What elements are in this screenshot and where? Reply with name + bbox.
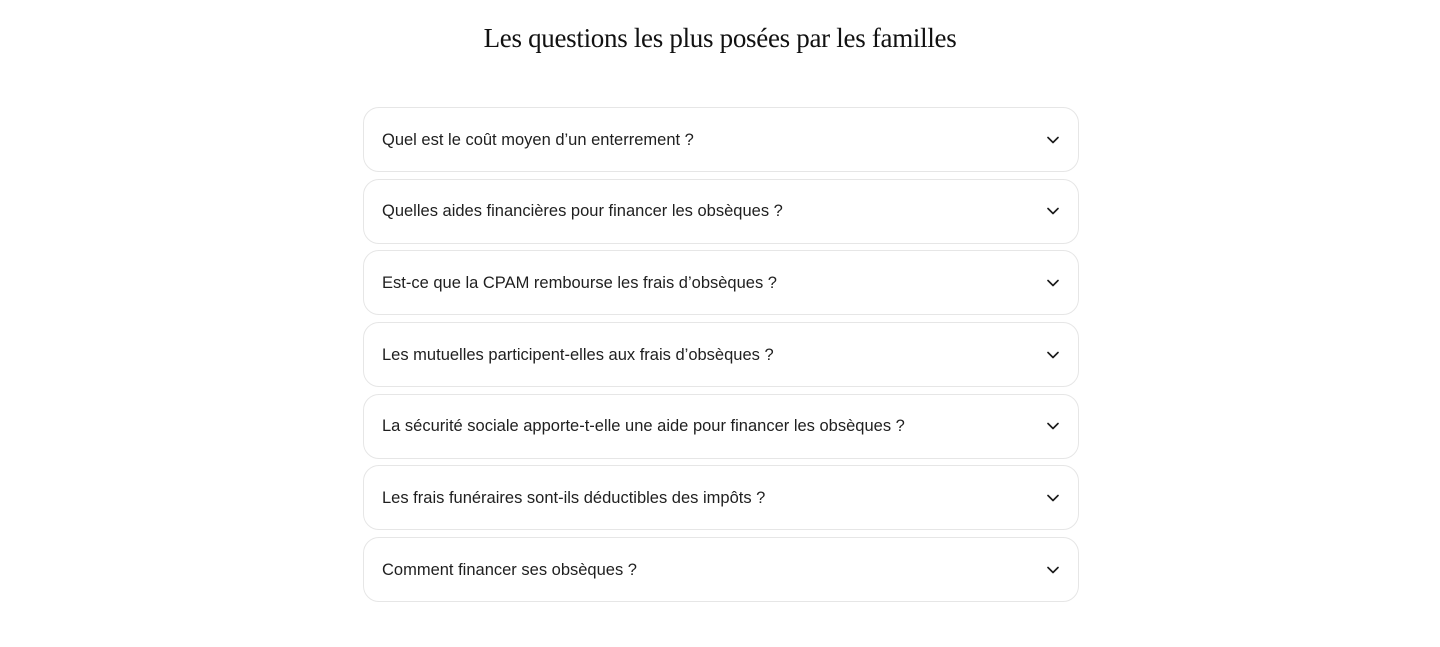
- faq-list: [363, 107, 1079, 609]
- faq-question: Comment financer ses obsèques ?: [382, 560, 637, 579]
- faq-item-cout-enterrement[interactable]: [363, 107, 1079, 172]
- chevron-down-icon[interactable]: [1046, 204, 1060, 218]
- faq-item-financer-obseques[interactable]: [363, 537, 1079, 602]
- faq-item-impots[interactable]: [363, 465, 1079, 530]
- chevron-down-icon[interactable]: [1046, 348, 1060, 362]
- faq-item-mutuelles[interactable]: [363, 322, 1079, 387]
- faq-question: Quel est le coût moyen d’un enterrement ?: [382, 130, 694, 149]
- chevron-down-icon[interactable]: [1046, 276, 1060, 290]
- chevron-down-icon[interactable]: [1046, 563, 1060, 577]
- faq-question: Les frais funéraires sont-ils déductibles des impôts ?: [382, 488, 766, 507]
- faq-item-securite-sociale[interactable]: [363, 394, 1079, 459]
- faq-title: Les questions les plus posées par les familles: [483, 23, 957, 53]
- chevron-down-icon[interactable]: [1046, 419, 1060, 433]
- faq-item-aides-financieres[interactable]: [363, 179, 1079, 244]
- faq-question: La sécurité sociale apporte-t-elle une aide pour financer les obsèques ?: [382, 417, 905, 436]
- faq-question: Les mutuelles participent-elles aux frais d’obsèques ?: [382, 345, 774, 364]
- chevron-down-icon[interactable]: [1046, 491, 1060, 505]
- faq-item-cpam[interactable]: [363, 250, 1079, 315]
- faq-question: Est-ce que la CPAM rembourse les frais d’obsèques ?: [382, 273, 777, 292]
- chevron-down-icon[interactable]: [1046, 133, 1060, 147]
- faq-question: Quelles aides financières pour financer les obsèques ?: [382, 202, 783, 221]
